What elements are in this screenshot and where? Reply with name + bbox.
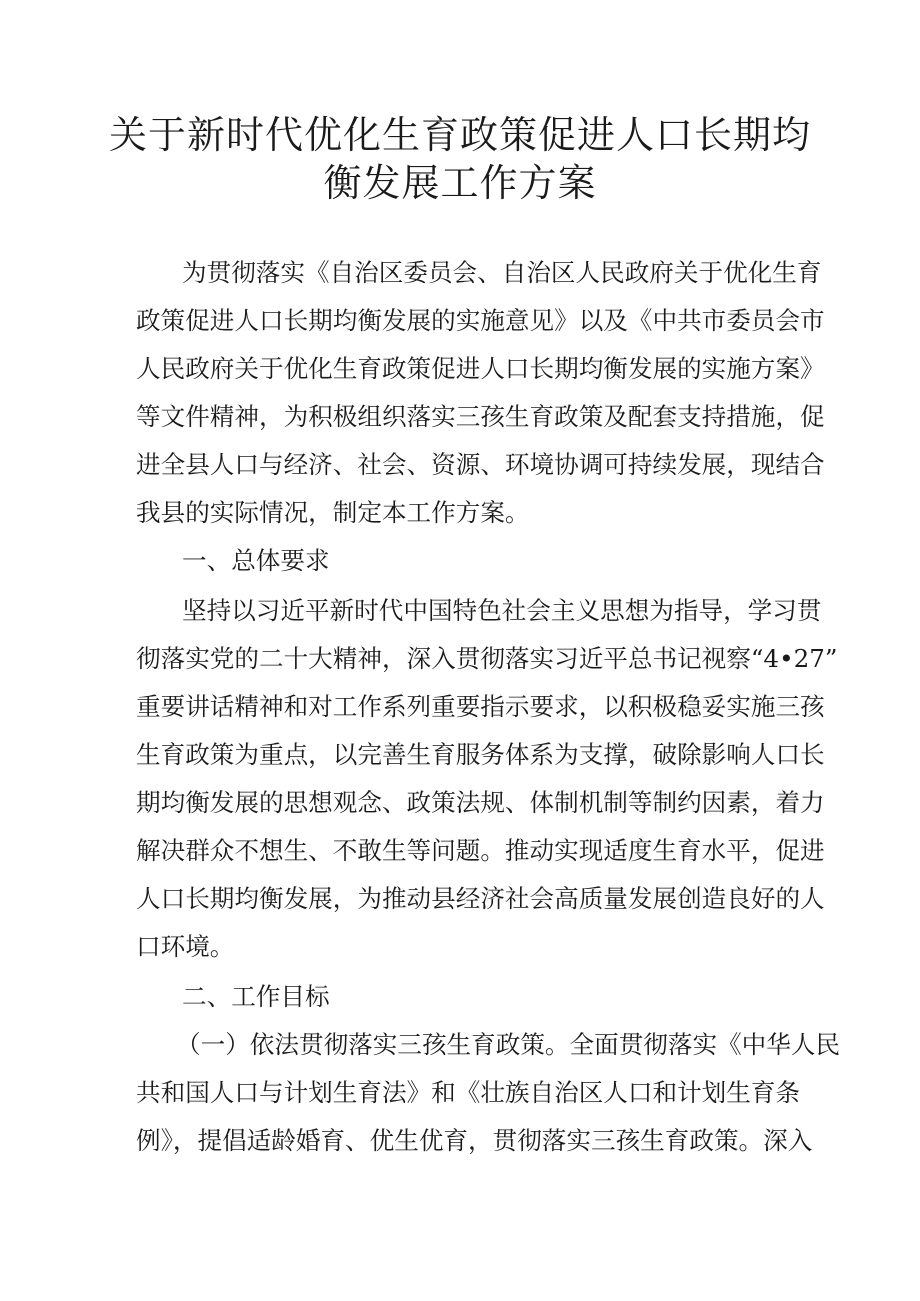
paragraph-line: 坚持以习近平新时代中国特色社会主义思想为指导，学习贯 — [182, 596, 822, 625]
section-heading-2: 二、工作目标 — [182, 982, 330, 1011]
paragraph-line: 生育政策为重点，以完善生育服务体系为支撑，破除影响人口长 — [136, 740, 825, 769]
paragraph-line: 为贯彻落实《自治区委员会、自治区人民政府关于优化生育 — [182, 258, 822, 287]
document-title-line-1: 关于新时代优化生育政策促进人口长期均 — [108, 113, 811, 157]
paragraph-line: （一）依法贯彻落实三孩生育政策。全面贯彻落实《中华人民 — [176, 1030, 841, 1059]
paragraph-line: 重要讲话精神和对工作系列重要指示要求，以积极稳妥实施三孩 — [136, 692, 825, 721]
paragraph-line: 人口长期均衡发展，为推动县经济社会高质量发展创造良好的人 — [136, 884, 825, 913]
paragraph-line: 期均衡发展的思想观念、政策法规、体制机制等制约因素，着力 — [136, 788, 825, 817]
paragraph-line: 例》，提倡适龄婚育、优生优育，贯彻落实三孩生育政策。深入 — [136, 1126, 813, 1155]
paragraph-line: 等文件精神，为积极组织落实三孩生育政策及配套支持措施，促 — [136, 402, 825, 431]
paragraph-line: 共和国人口与计划生育法》和《壮族自治区人口和计划生育条 — [136, 1078, 801, 1107]
document-title-line-2: 衡发展工作方案 — [323, 161, 597, 205]
section-heading-1: 一、总体要求 — [182, 546, 330, 575]
paragraph-line: 解决群众不想生、不敢生等问题。推动实现适度生育水平，促进 — [136, 836, 825, 865]
paragraph-line: 人民政府关于优化生育政策促进人口长期均衡发展的实施方案》 — [136, 354, 825, 383]
paragraph-line: 口环境。 — [136, 932, 235, 961]
paragraph-line: 进全县人口与经济、社会、资源、环境协调可持续发展，现结合 — [136, 450, 825, 479]
paragraph-line: 政策促进人口长期均衡发展的实施意见》以及《中共市委员会市 — [136, 306, 825, 335]
paragraph-line: 彻落实党的二十大精神，深入贯彻落实习近平总书记视察“4•27” — [136, 644, 838, 673]
paragraph-line: 我县的实际情况，制定本工作方案。 — [136, 498, 530, 527]
